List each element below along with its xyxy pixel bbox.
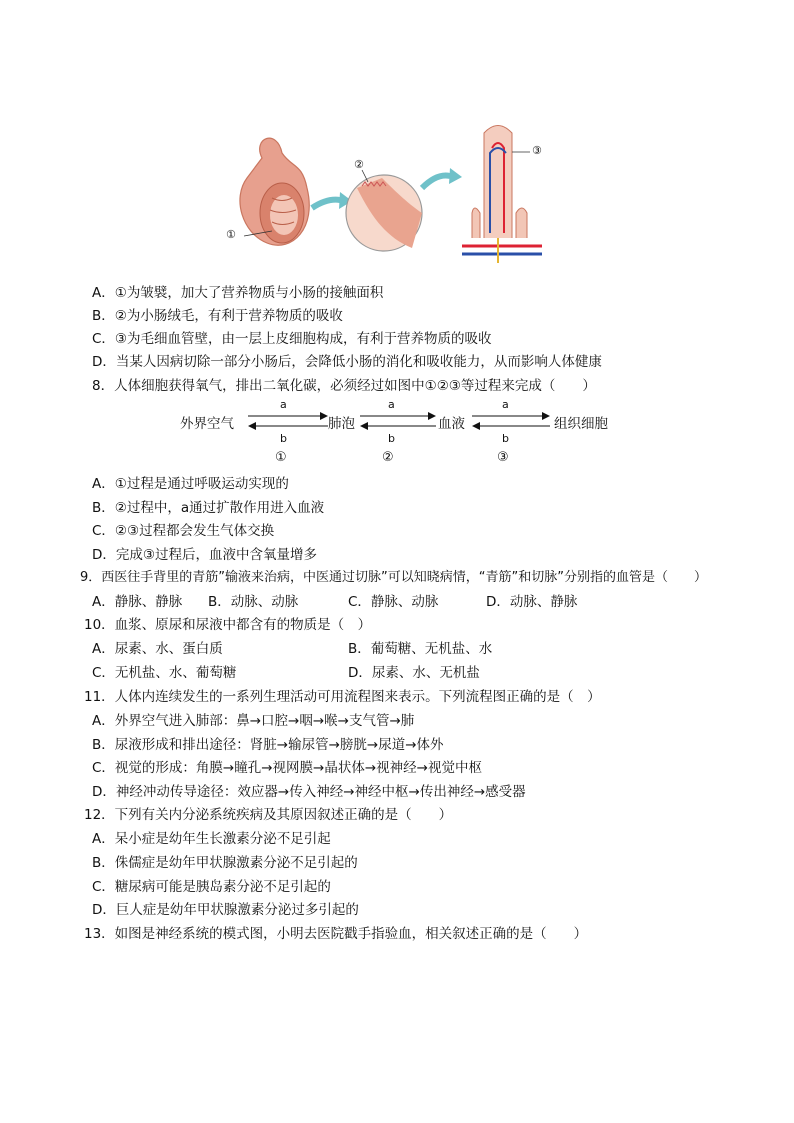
q12-option-a: A．呆小症是幼年生长激素分泌不足引起 [92, 831, 331, 847]
q11-option-c: C．视觉的形成：角膜→瞳孔→视网膜→晶状体→视神经→视觉中枢 [92, 760, 482, 776]
q11-stem: 11．人体内连续发生的一系列生理活动可用流程图来表示。下列流程图正确的是（ ） [84, 689, 601, 705]
q10-option-d: D．尿素、水、无机盐 [348, 665, 480, 681]
q9-option-c: C．静脉、动脉 [348, 594, 439, 610]
arrow-2-label-b: b [388, 432, 395, 445]
q12-option-c: C．糖尿病可能是胰岛素分泌不足引起的 [92, 879, 331, 895]
arrow-3-label-a: a [502, 398, 509, 411]
process-1-number: ① [275, 450, 287, 465]
q12-option-d: D．巨人症是幼年甲状腺激素分泌过多引起的 [92, 902, 359, 918]
node-alveoli: 肺泡 [328, 416, 355, 432]
figure-label-2: ② [354, 158, 364, 171]
q13-stem: 13．如图是神经系统的模式图，小明去医院戳手指验血，相关叙述正确的是（ ） [84, 926, 588, 942]
q8-option-c: C．②③过程都会发生气体交换 [92, 523, 275, 539]
q7-option-d: D．当某人因病切除一部分小肠后，会降低小肠的消化和吸收能力，从而影响人体健康 [92, 354, 602, 370]
q8-stem: 8．人体细胞获得氧气，排出二氧化碳，必须经过如图中①②③等过程来完成（ ） [92, 378, 596, 394]
q10-stem: 10．血浆、原尿和尿液中都含有的物质是（ ） [84, 617, 372, 633]
arrow-2-label-a: a [388, 398, 395, 411]
q8-option-b: B．②过程中，a通过扩散作用进入血液 [92, 500, 325, 516]
q8-option-a: A．①过程是通过呼吸运动实现的 [92, 476, 289, 492]
q7-option-a: A．①为皱襞，加大了营养物质与小肠的接触面积 [92, 285, 384, 301]
q10-option-b: B．葡萄糖、无机盐、水 [348, 641, 493, 657]
q7-option-c: C．③为毛细血管壁，由一层上皮细胞构成，有利于营养物质的吸收 [92, 331, 492, 347]
figure-label-1: ① [226, 228, 236, 241]
q10-option-a: A．尿素、水、蛋白质 [92, 641, 223, 657]
q9-stem: 9．西医往手背里的青筋”输液来治病，中医通过切脉”可以知晓病情，“青筋”和切脉”分别指的血管是（ ） [80, 570, 707, 585]
respiration-diagram [150, 398, 630, 470]
q11-option-b: B．尿液形成和排出途径：肾脏→输尿管→膀胱→尿道→体外 [92, 737, 444, 753]
q9-option-d: D．动脉、静脉 [486, 594, 578, 610]
figure-label-3: ③ [532, 144, 542, 157]
q12-stem: 12．下列有关内分泌系统疾病及其原因叙述正确的是（ ） [84, 807, 453, 823]
q12-option-b: B．侏儒症是幼年甲状腺激素分泌不足引起的 [92, 855, 358, 871]
q9-option-a: A．静脉、静脉 [92, 594, 183, 610]
q11-option-a: A．外界空气进入肺部：鼻→口腔→咽→喉→支气管→肺 [92, 713, 415, 729]
node-outside-air: 外界空气 [180, 416, 234, 432]
small-intestine-illustration [222, 118, 622, 268]
q10-option-c: C．无机盐、水、葡萄糖 [92, 665, 237, 681]
arrow-3-label-b: b [502, 432, 509, 445]
process-2-number: ② [382, 450, 394, 465]
q11-option-d: D．神经冲动传导途径：效应器→传入神经→神经中枢→传出神经→感受器 [92, 784, 526, 800]
q9-option-b: B．动脉、动脉 [208, 594, 299, 610]
small-intestine-figure [222, 118, 622, 268]
q7-option-b: B．②为小肠绒毛，有利于营养物质的吸收 [92, 308, 343, 324]
arrow-1-label-a: a [280, 398, 287, 411]
arrow-1-label-b: b [280, 432, 287, 445]
q8-option-d: D．完成③过程后，血液中含氧量增多 [92, 547, 317, 563]
node-blood: 血液 [438, 416, 465, 432]
node-tissue-cells: 组织细胞 [554, 416, 608, 432]
process-3-number: ③ [497, 450, 509, 465]
